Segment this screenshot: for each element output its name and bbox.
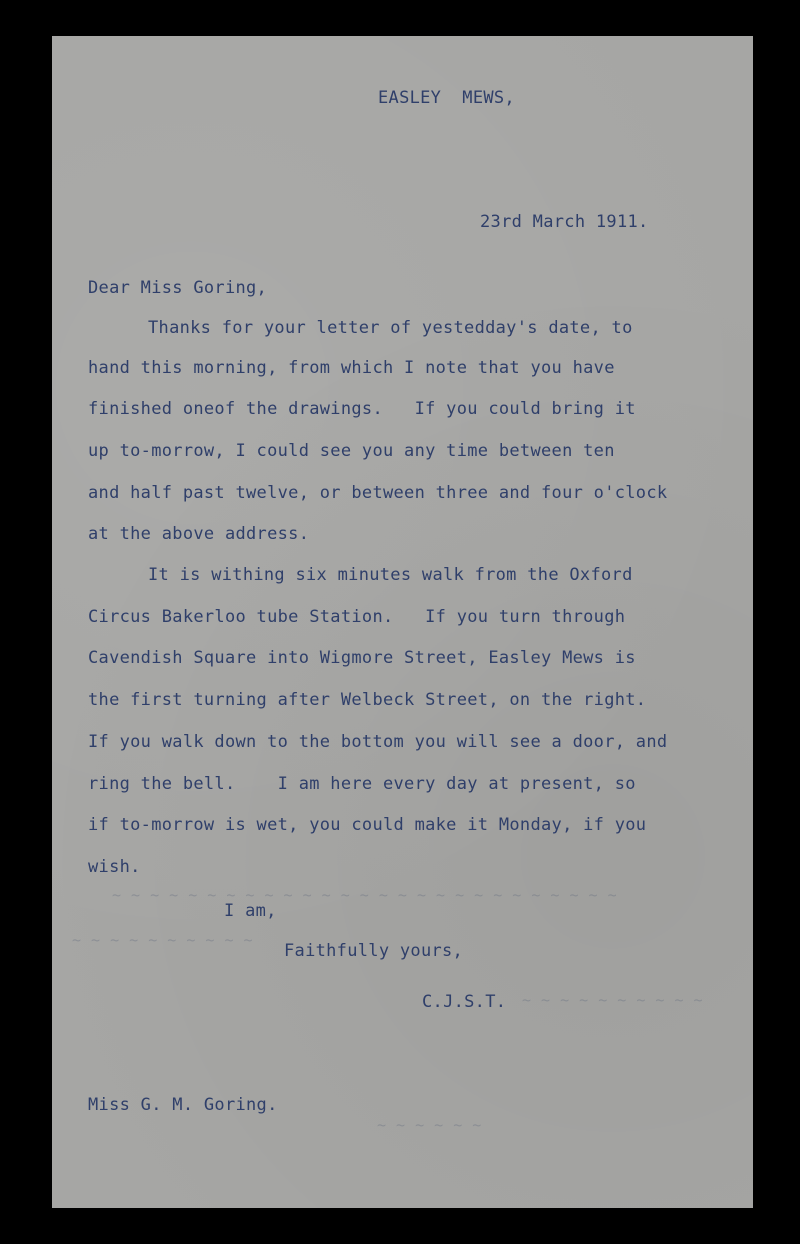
body-line: hand this morning, from which I note that you have (88, 358, 615, 378)
bleed-through-mark: ~ ~ ~ ~ ~ ~ ~ ~ ~ ~ ~ ~ ~ ~ ~ ~ ~ ~ ~ ~ ~ ~ ~ ~ ~ ~ ~ (112, 886, 618, 904)
letterhead-address: EASLEY MEWS, (378, 88, 515, 108)
body-line: finished oneof the drawings. If you could bring it (88, 399, 636, 419)
closing-faithfully: Faithfully yours, (284, 941, 464, 961)
body-line: If you walk down to the bottom you will see a door, and (88, 732, 668, 752)
salutation: Dear Miss Goring, (88, 278, 268, 298)
body-line: if to-morrow is wet, you could make it Monday, if you (88, 815, 647, 835)
bleed-through-mark: ~ ~ ~ ~ ~ ~ ~ ~ ~ ~ (72, 931, 254, 949)
signature-initials: C.J.S.T. (422, 992, 507, 1012)
recipient-name: Miss G. M. Goring. (88, 1095, 278, 1115)
bleed-through-mark: ~ ~ ~ ~ ~ ~ ~ ~ ~ ~ (522, 991, 704, 1009)
body-line: ring the bell. I am here every day at present, so (88, 774, 636, 794)
body-line: and half past twelve, or between three and four o'clock (88, 483, 668, 503)
letter-page (52, 36, 753, 1208)
body-line: wish. (88, 857, 141, 877)
body-line: the first turning after Welbeck Street, on the right. (88, 690, 647, 710)
closing-i-am: I am, (224, 901, 277, 921)
body-line: up to-morrow, I could see you any time between ten (88, 441, 615, 461)
letter-date: 23rd March 1911. (480, 212, 649, 232)
body-line: Thanks for your letter of yestedday's date, to (148, 318, 633, 338)
body-line: It is withing six minutes walk from the Oxford (148, 565, 633, 585)
bleed-through-mark: ~ ~ ~ ~ ~ ~ (377, 1116, 482, 1134)
body-line: Circus Bakerloo tube Station. If you turn through (88, 607, 626, 627)
body-line: Cavendish Square into Wigmore Street, Easley Mews is (88, 648, 636, 668)
body-line: at the above address. (88, 524, 310, 544)
